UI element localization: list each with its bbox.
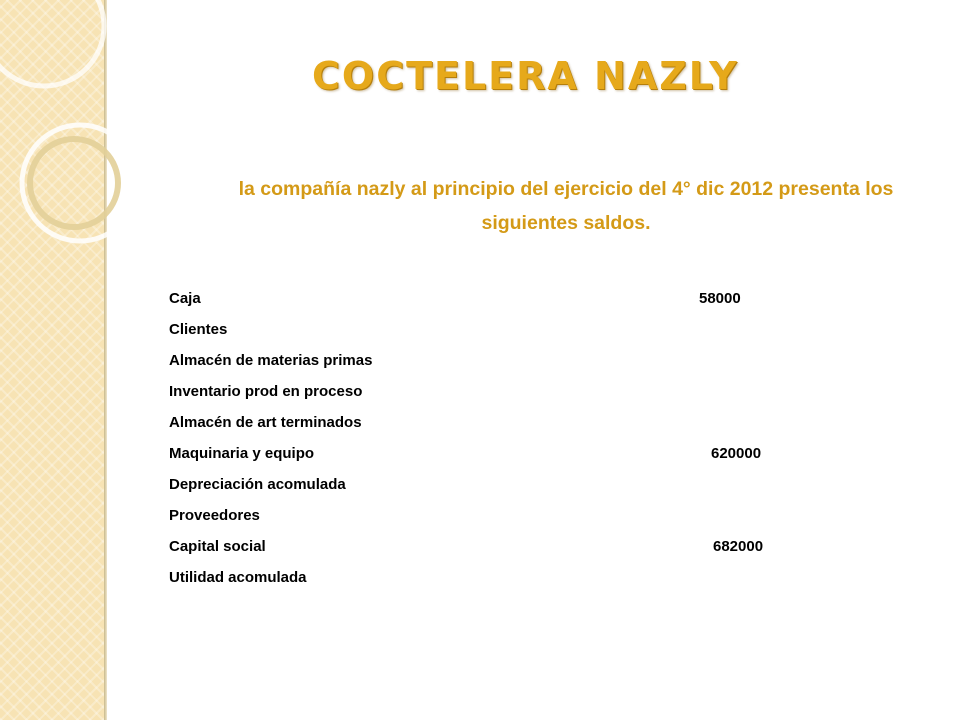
account-name: Caja (169, 290, 201, 307)
account-name: Capital social (169, 538, 266, 555)
balance-row (169, 345, 809, 376)
account-name: Almacén de art terminados (169, 414, 362, 431)
decorative-rings (0, 0, 140, 300)
account-name: Clientes (169, 321, 228, 338)
balance-row (169, 283, 809, 314)
balance-list (169, 283, 809, 593)
account-name: Utilidad acomulada (169, 569, 307, 586)
account-amount: 682000 (713, 538, 764, 555)
account-name: Proveedores (169, 507, 260, 524)
ring-top (0, 0, 104, 86)
slide-subtitle: la compañía nazly al principio del ejercicio del 4° dic 2012 presenta los siguientes saldos. (238, 178, 894, 234)
balance-row (169, 376, 809, 407)
account-name: Maquinaria y equipo (169, 445, 315, 462)
account-amount: 620000 (711, 445, 762, 462)
balance-row (169, 438, 809, 469)
account-amount: 58000 (699, 290, 741, 307)
account-name: Almacén de materias primas (169, 352, 373, 369)
balance-row (169, 500, 809, 531)
ring-middle-inner (30, 139, 118, 227)
balance-row (169, 314, 809, 345)
slide-title: COCTELERA NAZLY (312, 54, 739, 98)
balance-row (169, 562, 809, 593)
balance-row (169, 531, 809, 562)
account-name: Inventario prod en proceso (169, 383, 363, 400)
account-name: Depreciación acomulada (169, 476, 346, 493)
balance-row (169, 469, 809, 500)
balance-row (169, 407, 809, 438)
